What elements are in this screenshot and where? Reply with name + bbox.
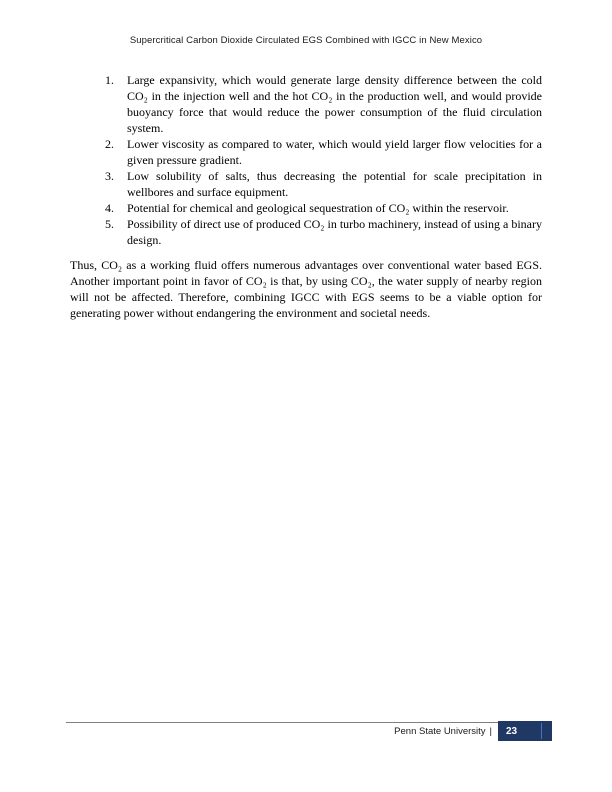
footer-separator: | (489, 725, 492, 737)
list-item (105, 216, 542, 248)
footer-institution: Penn State University (394, 725, 486, 737)
numbered-list (105, 72, 542, 248)
page-number: 23 (506, 725, 518, 737)
list-item (105, 200, 542, 216)
page-header-title: Supercritical Carbon Dioxide Circulated EGS Combined with IGCC in New Mexico (129, 35, 483, 46)
list-item (105, 72, 542, 136)
list-item-text: Possibility of direct use of produced CO₂ in turbo machinery, instead of using a binary design. (127, 217, 542, 247)
body-paragraph: Thus, CO₂ as a working fluid offers numerous advantages over conventional water based EGS. Another important point in favor of CO₂ is that, by using CO₂, the water supply of nearby region will not be affected. Therefore, combining IGCC with EGS seems to be a viable option for generating power without endangering the environment and societal needs. (70, 258, 542, 320)
list-item-number: 4. (105, 201, 114, 215)
list-item-number: 5. (105, 217, 114, 231)
page-number-accent-line (541, 723, 542, 739)
list-item-text: Large expansivity, which would generate large density difference between the cold CO₂ in the injection well and the hot CO₂ in the production well, and would provide buoyancy force that would reduce the power consumption of the fluid circulation system. (127, 73, 542, 135)
list-item-text: Lower viscosity as compared to water, which would yield larger flow velocities for a given pressure gradient. (127, 137, 542, 167)
list-item-text: Potential for chemical and geological sequestration of CO₂ within the reservoir. (127, 201, 509, 215)
list-item (105, 168, 542, 200)
page-number-box (498, 721, 552, 741)
page-footer (394, 721, 552, 741)
list-item-number: 1. (105, 73, 114, 87)
list-item-text: Low solubility of salts, thus decreasing the potential for scale precipitation in wellbores and surface equipment. (127, 169, 542, 199)
list-item (105, 136, 542, 168)
page-content (70, 72, 542, 321)
list-item-number: 2. (105, 137, 114, 151)
list-item-number: 3. (105, 169, 114, 183)
